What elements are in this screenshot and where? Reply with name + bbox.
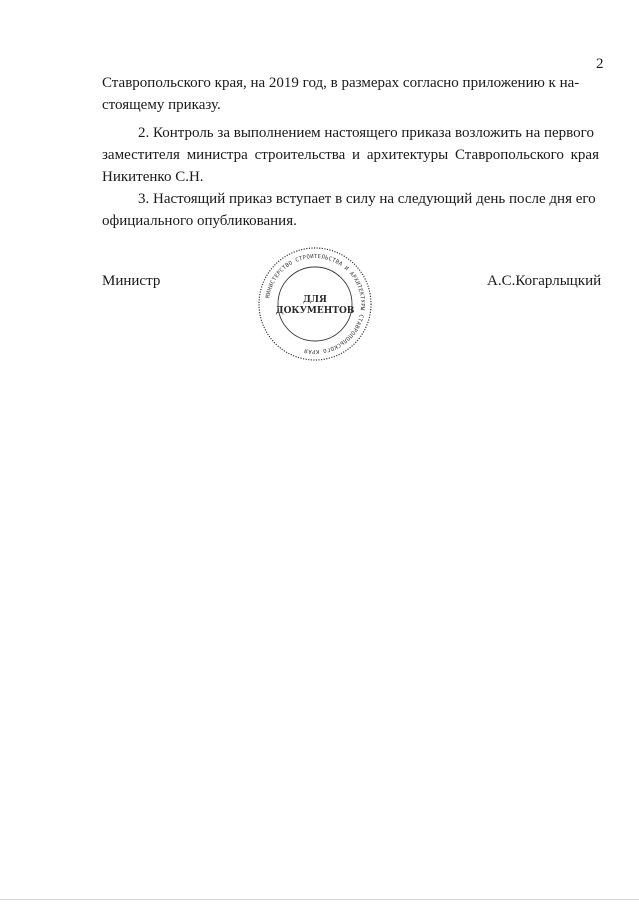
- paragraph-2: [102, 122, 602, 188]
- paragraph-1: [102, 72, 602, 116]
- paragraph-3: [102, 188, 602, 232]
- seal-center-line-1: ДЛЯ: [303, 295, 327, 305]
- page-number: 2: [596, 56, 604, 72]
- paragraph-3-line-2: официального опубликования.: [102, 213, 297, 229]
- paragraph-1-line-1: Ставропольского края, на 2019 год, в размерах согласно приложению к на-: [102, 75, 580, 91]
- paragraph-2-line-1: 2. Контроль за выполнением настоящего приказа возложить на первого: [138, 125, 594, 141]
- paragraph-2-line-3: Никитенко С.Н.: [102, 169, 204, 185]
- seal-center-line-2: ДОКУМЕНТОВ: [275, 306, 355, 316]
- paragraph-2-line-2: заместителя министра строительства и архитектуры Ставропольского края: [102, 147, 599, 163]
- paragraph-1-line-2: стоящему приказу.: [102, 97, 221, 113]
- seal-ring-text: МИНИСТЕРСТВО СТРОИТЕЛЬСТВА И АРХИТЕКТУРЫ СТАВРОПОЛЬСКОГО КРАЯ: [265, 253, 366, 355]
- footer-divider: [0, 899, 639, 900]
- official-seal: [253, 246, 377, 362]
- signature-name: А.С.Когарлыцкий: [487, 273, 602, 289]
- paragraph-3-line-1: 3. Настоящий приказ вступает в силу на следующий день после дня его: [138, 191, 596, 207]
- signature-position: Министр: [102, 273, 161, 289]
